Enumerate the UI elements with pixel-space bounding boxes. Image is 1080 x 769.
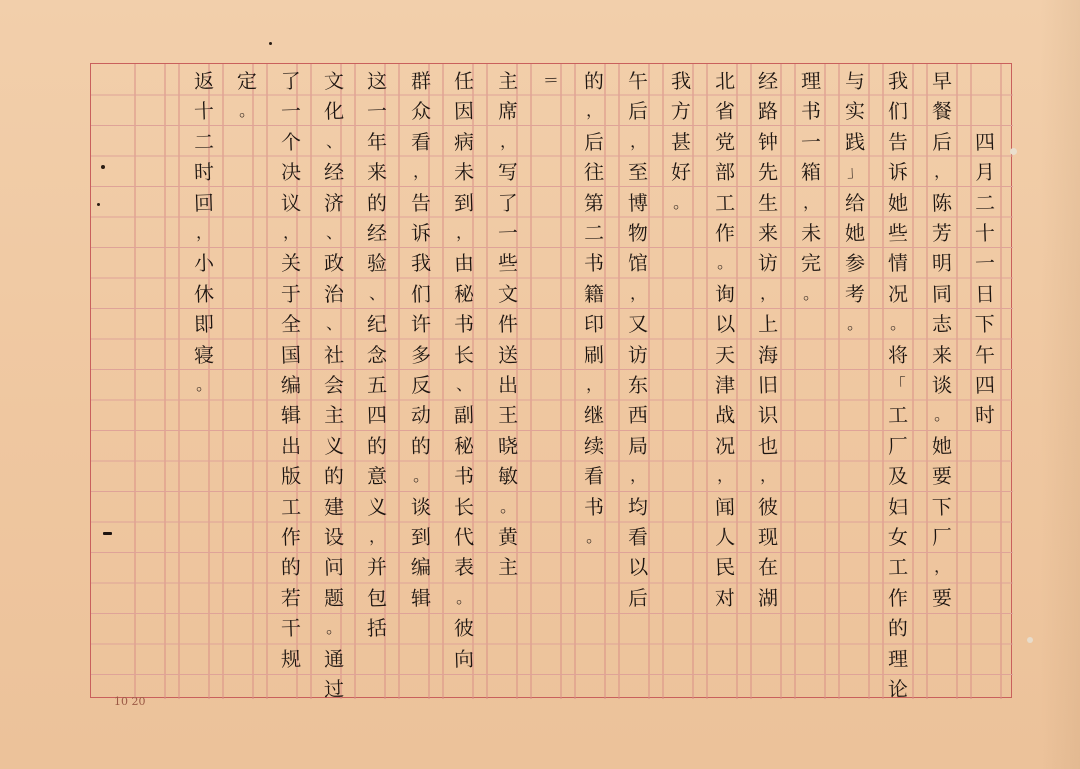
- handwritten-char: 早: [931, 68, 953, 94]
- handwritten-char: 个: [280, 129, 302, 155]
- handwritten-char: 晓: [497, 433, 519, 459]
- handwritten-char: ＝: [542, 70, 560, 91]
- handwritten-char: 访: [627, 342, 649, 367]
- handwritten-char: 。: [499, 496, 516, 516]
- handwritten-char: 二: [974, 190, 996, 215]
- handwritten-char: 诉: [887, 159, 909, 185]
- handwritten-char: 一: [497, 220, 519, 246]
- handwritten-char: 谈: [931, 372, 953, 398]
- handwritten-char: 理: [887, 646, 909, 671]
- handwritten-char: 局: [627, 433, 649, 459]
- handwritten-char: 辑: [410, 585, 432, 611]
- handwritten-char: ，: [629, 283, 647, 304]
- handwritten-char: 海: [757, 342, 779, 367]
- handwritten-char: 回: [193, 190, 215, 215]
- manuscript-column: [449, 66, 479, 696]
- handwritten-char: 餐: [931, 99, 953, 124]
- handwritten-char: 全: [280, 311, 302, 337]
- handwritten-char: 、: [325, 313, 343, 334]
- handwritten-char: 。: [195, 374, 213, 395]
- handwritten-char: 完: [800, 251, 822, 276]
- handwritten-char: ，: [369, 526, 386, 547]
- handwritten-char: 西: [627, 403, 649, 428]
- handwritten-char: 况: [887, 281, 909, 307]
- handwritten-char: 以: [627, 555, 649, 580]
- handwritten-char: 经: [757, 68, 779, 94]
- handwritten-char: 许: [410, 311, 432, 337]
- handwritten-char: ，: [455, 222, 473, 243]
- grid-size-label: 10 20: [114, 695, 146, 708]
- handwritten-char: 诉: [410, 220, 432, 246]
- manuscript-column: [406, 66, 436, 696]
- handwritten-char: 下: [974, 311, 996, 337]
- handwritten-char: 妇: [887, 494, 909, 519]
- handwritten-char: ，: [933, 557, 950, 577]
- handwritten-char: 馆: [627, 251, 649, 276]
- manuscript-column: [493, 66, 523, 696]
- handwritten-char: 访: [757, 251, 779, 276]
- handwritten-char: 副: [453, 403, 475, 428]
- handwritten-char: 又: [627, 311, 649, 337]
- handwritten-char: 书: [453, 463, 475, 489]
- handwritten-char: 考: [844, 281, 866, 307]
- handwritten-char: 长: [453, 494, 475, 519]
- handwritten-char: 人: [714, 524, 736, 550]
- handwritten-char: 厂: [887, 433, 909, 459]
- handwritten-char: 来: [931, 342, 953, 367]
- handwritten-char: 群: [410, 68, 432, 94]
- handwritten-char: 了: [280, 68, 302, 94]
- handwritten-char: 、: [325, 131, 343, 152]
- handwritten-char: 并: [366, 555, 388, 580]
- handwritten-char: 返: [193, 68, 215, 94]
- handwritten-char: ，: [499, 131, 516, 152]
- manuscript-column: [276, 66, 306, 696]
- handwritten-char: 十: [974, 220, 996, 246]
- handwritten-char: 。: [238, 101, 256, 121]
- handwritten-char: 出: [280, 433, 302, 459]
- handwritten-char: 路: [757, 99, 779, 124]
- ink-spot: [101, 165, 105, 169]
- handwritten-char: 月: [974, 159, 996, 185]
- handwritten-char: 四: [974, 129, 996, 155]
- handwritten-char: 。: [889, 313, 907, 334]
- handwritten-char: 论: [887, 676, 909, 702]
- handwritten-char: 东: [627, 372, 649, 398]
- handwritten-char: 长: [453, 342, 475, 367]
- handwritten-char: 。: [716, 253, 733, 273]
- handwritten-char: 义: [323, 433, 345, 459]
- handwritten-char: 工: [887, 555, 909, 580]
- handwritten-char: 看: [583, 463, 605, 489]
- handwritten-char: 均: [627, 494, 649, 519]
- handwritten-char: 看: [410, 129, 432, 155]
- handwritten-char: 工: [714, 190, 736, 215]
- handwritten-char: 小: [193, 251, 215, 276]
- manuscript-column: [840, 66, 870, 696]
- handwritten-char: 寝: [193, 342, 215, 367]
- manuscript-column: [927, 66, 957, 696]
- handwritten-char: 辑: [280, 403, 302, 428]
- handwritten-char: 定: [236, 68, 258, 94]
- handwritten-char: 送: [497, 342, 519, 367]
- handwritten-char: 、: [455, 374, 473, 395]
- handwritten-char: 一: [974, 251, 996, 276]
- handwritten-char: 识: [757, 403, 779, 428]
- handwritten-char: 告: [887, 129, 909, 155]
- handwritten-char: 天: [714, 342, 736, 367]
- handwritten-char: 及: [887, 463, 909, 489]
- handwritten-char: 作: [280, 524, 302, 550]
- handwritten-char: ，: [629, 131, 647, 152]
- handwritten-char: 后: [931, 129, 953, 155]
- handwritten-char: 继: [583, 403, 605, 428]
- handwritten-char: 与: [844, 68, 866, 94]
- handwritten-char: 书: [800, 99, 822, 124]
- handwritten-char: 版: [280, 463, 302, 489]
- handwritten-char: 芳: [931, 220, 953, 246]
- handwritten-char: 国: [280, 342, 302, 367]
- handwritten-char: 津: [714, 372, 736, 398]
- manuscript-column: [666, 66, 696, 696]
- handwritten-char: 决: [280, 159, 302, 185]
- handwritten-char: 印: [583, 311, 605, 337]
- handwritten-char: 主: [497, 68, 519, 94]
- handwritten-char: 文: [323, 68, 345, 94]
- handwritten-char: 的: [366, 190, 388, 215]
- handwritten-char: 纪: [366, 311, 388, 337]
- handwritten-char: 要: [931, 463, 953, 489]
- handwritten-char: 一: [280, 99, 302, 124]
- handwritten-char: 第: [583, 190, 605, 215]
- handwritten-char: 关: [280, 251, 302, 276]
- handwritten-char: 作: [714, 220, 736, 246]
- handwritten-char: 党: [714, 129, 736, 155]
- handwritten-char: 济: [323, 190, 345, 215]
- handwritten-char: 时: [974, 403, 996, 428]
- handwritten-char: 休: [193, 281, 215, 307]
- handwritten-char: 我: [887, 68, 909, 94]
- handwritten-char: 湖: [757, 585, 779, 611]
- handwritten-char: ，: [803, 192, 820, 212]
- handwritten-char: 实: [844, 99, 866, 124]
- handwritten-char: 志: [931, 311, 953, 337]
- handwritten-char: 表: [453, 555, 475, 580]
- handwritten-char: 干: [280, 615, 302, 641]
- handwritten-char: 时: [193, 159, 215, 185]
- handwritten-char: 通: [323, 646, 345, 671]
- handwritten-char: 下: [931, 494, 953, 519]
- handwritten-char: 。: [803, 283, 820, 304]
- ink-spot: [269, 42, 272, 45]
- handwritten-char: 问: [323, 555, 345, 580]
- ink-spot: [1010, 148, 1017, 155]
- manuscript-column: [710, 66, 740, 696]
- handwritten-char: 刷: [583, 342, 605, 367]
- handwritten-char: 敏: [497, 463, 519, 489]
- handwritten-char: 王: [497, 403, 519, 428]
- handwritten-char: 民: [714, 555, 736, 580]
- handwritten-char: 包: [366, 585, 388, 611]
- handwritten-char: 作: [887, 585, 909, 611]
- handwritten-char: 厂: [931, 524, 953, 550]
- handwritten-char: 题: [323, 585, 345, 611]
- handwritten-char: 来: [757, 220, 779, 246]
- handwritten-char: 北: [714, 68, 736, 94]
- handwritten-char: 。: [412, 465, 430, 486]
- handwritten-char: 主: [497, 555, 519, 580]
- handwritten-char: 义: [366, 494, 388, 519]
- handwritten-char: 省: [714, 99, 736, 124]
- handwritten-char: 秘: [453, 433, 475, 459]
- handwritten-char: 未: [800, 220, 822, 246]
- handwritten-char: 众: [410, 99, 432, 124]
- handwritten-char: 谈: [410, 494, 432, 519]
- handwritten-char: 的: [366, 433, 388, 459]
- handwritten-char: 文: [497, 281, 519, 307]
- handwritten-char: 箱: [800, 159, 822, 185]
- manuscript-column: [883, 66, 913, 702]
- handwritten-char: 也: [757, 433, 779, 459]
- handwritten-char: 过: [323, 676, 345, 702]
- handwritten-char: 些: [497, 251, 519, 276]
- manuscript-column: [232, 66, 262, 696]
- handwritten-char: 书: [583, 494, 605, 519]
- handwritten-char: ，: [759, 465, 777, 486]
- handwritten-char: 到: [410, 524, 432, 550]
- handwritten-char: 十: [193, 99, 215, 124]
- handwritten-char: 询: [714, 281, 736, 307]
- ink-mark: [103, 532, 112, 535]
- handwritten-char: 议: [280, 190, 302, 215]
- handwritten-char: 经: [323, 159, 345, 185]
- handwritten-char: 这: [366, 68, 388, 94]
- handwritten-char: 到: [453, 190, 475, 215]
- handwritten-char: 由: [453, 251, 475, 276]
- manuscript-column: [796, 66, 826, 696]
- handwritten-char: 的: [583, 68, 605, 94]
- handwritten-char: 续: [583, 433, 605, 459]
- handwritten-char: 「: [889, 374, 907, 395]
- handwritten-char: 物: [627, 220, 649, 246]
- handwritten-char: 她: [887, 190, 909, 215]
- handwritten-char: 彼: [757, 494, 779, 519]
- handwritten-char: ，: [716, 465, 733, 486]
- handwritten-char: 写: [497, 159, 519, 185]
- handwritten-char: 陈: [931, 190, 953, 215]
- handwritten-char: 上: [757, 311, 779, 337]
- handwritten-char: 的: [410, 433, 432, 459]
- handwritten-char: 我: [670, 68, 692, 94]
- handwritten-char: 出: [497, 372, 519, 398]
- handwritten-char: 旧: [757, 372, 779, 398]
- handwritten-char: 了: [497, 190, 519, 215]
- handwritten-char: 午: [627, 68, 649, 94]
- handwritten-char: 件: [497, 311, 519, 337]
- handwritten-char: 规: [280, 646, 302, 671]
- manuscript-column: [189, 66, 219, 696]
- handwritten-char: 对: [714, 585, 736, 611]
- handwritten-char: 编: [280, 372, 302, 398]
- handwritten-char: 方: [670, 99, 692, 124]
- handwritten-char: 动: [410, 403, 432, 428]
- handwritten-char: 后: [583, 129, 605, 155]
- handwritten-char: 明: [931, 251, 953, 276]
- handwritten-char: 工: [280, 494, 302, 519]
- handwritten-char: 。: [325, 617, 343, 638]
- handwritten-char: 、: [369, 283, 386, 304]
- handwritten-char: 设: [323, 524, 345, 550]
- handwritten-char: 。: [933, 405, 950, 425]
- manuscript-column: [319, 66, 349, 702]
- manuscript-column: [753, 66, 783, 696]
- handwritten-char: 同: [931, 281, 953, 307]
- handwritten-char: 二: [583, 220, 605, 246]
- manuscript-column: [970, 66, 1000, 696]
- handwritten-char: 验: [366, 251, 388, 276]
- handwritten-char: 将: [887, 342, 909, 367]
- handwritten-char: 四: [974, 372, 996, 398]
- handwritten-char: 们: [410, 281, 432, 307]
- handwritten-char: 践: [844, 129, 866, 155]
- handwritten-char: 化: [323, 99, 345, 124]
- handwritten-char: ，: [586, 374, 603, 395]
- handwritten-char: ，: [629, 465, 647, 486]
- handwritten-char: 的: [323, 463, 345, 489]
- handwritten-char: 些: [887, 220, 909, 246]
- handwritten-char: 给: [844, 190, 866, 215]
- handwritten-char: 多: [410, 342, 432, 367]
- handwritten-char: 二: [193, 129, 215, 155]
- ink-spot: [1027, 637, 1033, 643]
- handwritten-char: 意: [366, 463, 388, 489]
- handwritten-char: 况: [714, 433, 736, 459]
- handwritten-char: 」: [846, 161, 864, 182]
- handwritten-char: 钟: [757, 129, 779, 155]
- handwritten-char: 午: [974, 342, 996, 367]
- handwritten-char: ，: [586, 101, 603, 121]
- handwritten-char: 治: [323, 281, 345, 307]
- handwritten-char: 我: [410, 251, 432, 276]
- handwritten-char: 一: [366, 99, 388, 124]
- handwritten-char: 书: [583, 251, 605, 276]
- handwritten-char: 编: [410, 555, 432, 580]
- handwritten-char: 彼: [453, 615, 475, 641]
- handwritten-char: 未: [453, 159, 475, 185]
- handwritten-char: 先: [757, 159, 779, 185]
- handwritten-char: 会: [323, 372, 345, 398]
- handwritten-char: 后: [627, 585, 649, 611]
- handwritten-char: 女: [887, 524, 909, 550]
- handwritten-char: 情: [887, 251, 909, 276]
- handwritten-char: 甚: [670, 129, 692, 155]
- handwritten-char: 她: [844, 220, 866, 246]
- handwritten-char: ，: [759, 283, 777, 304]
- handwritten-char: 告: [410, 190, 432, 215]
- handwritten-char: 的: [887, 615, 909, 641]
- handwritten-char: 闻: [714, 494, 736, 519]
- handwritten-char: 后: [627, 99, 649, 124]
- handwritten-char: 主: [323, 403, 345, 428]
- handwritten-char: 。: [672, 192, 690, 212]
- handwritten-char: 以: [714, 311, 736, 337]
- handwritten-char: 博: [627, 190, 649, 215]
- paper-edge-shadow: [1040, 0, 1080, 769]
- handwritten-char: ，: [412, 161, 430, 182]
- handwritten-char: 籍: [583, 281, 605, 307]
- handwritten-char: 。: [846, 313, 864, 334]
- handwritten-char: 一: [800, 129, 822, 155]
- handwritten-char: 战: [714, 403, 736, 428]
- handwritten-char: 括: [366, 615, 388, 641]
- handwritten-char: 五: [366, 372, 388, 398]
- handwritten-char: 政: [323, 251, 345, 276]
- handwritten-char: 书: [453, 311, 475, 337]
- manuscript-column: [623, 66, 653, 696]
- handwritten-char: 工: [887, 403, 909, 428]
- handwritten-char: 生: [757, 190, 779, 215]
- handwritten-char: 在: [757, 555, 779, 580]
- handwritten-char: 黄: [497, 524, 519, 550]
- handwritten-char: 的: [280, 555, 302, 580]
- ink-spot: [97, 203, 100, 206]
- handwritten-char: 部: [714, 159, 736, 185]
- handwritten-char: 日: [974, 281, 996, 307]
- handwritten-char: 理: [800, 68, 822, 94]
- handwritten-char: 因: [453, 99, 475, 124]
- handwritten-char: 即: [193, 311, 215, 337]
- handwritten-char: 。: [586, 526, 603, 547]
- handwritten-char: 社: [323, 342, 345, 367]
- handwritten-char: 向: [453, 646, 475, 671]
- handwritten-char: 念: [366, 342, 388, 367]
- handwritten-char: 好: [670, 159, 692, 185]
- handwritten-char: 、: [325, 222, 343, 243]
- handwritten-char: 年: [366, 129, 388, 155]
- handwritten-char: 要: [931, 585, 953, 611]
- manuscript-column: [362, 66, 392, 696]
- handwritten-char: 四: [366, 403, 388, 428]
- handwritten-char: ，: [195, 222, 213, 243]
- handwritten-char: 现: [757, 524, 779, 550]
- handwritten-char: 建: [323, 494, 345, 519]
- handwritten-char: 。: [455, 587, 473, 608]
- handwritten-char: 若: [280, 585, 302, 611]
- handwritten-char: 往: [583, 159, 605, 185]
- handwritten-char: 任: [453, 68, 475, 94]
- handwritten-char: 来: [366, 159, 388, 185]
- handwritten-char: 代: [453, 524, 475, 550]
- handwritten-char: 经: [366, 220, 388, 246]
- handwritten-char: 秘: [453, 281, 475, 307]
- handwritten-char: 看: [627, 524, 649, 550]
- manuscript-column: [579, 66, 609, 696]
- handwritten-char: 们: [887, 99, 909, 124]
- handwritten-char: 病: [453, 129, 475, 155]
- handwritten-char: 参: [844, 251, 866, 276]
- handwritten-char: 于: [280, 281, 302, 307]
- handwritten-char: 她: [931, 433, 953, 459]
- handwritten-char: ，: [282, 222, 299, 243]
- handwritten-char: 席: [497, 99, 519, 124]
- handwritten-char: 反: [410, 372, 432, 398]
- manuscript-column: [536, 66, 566, 696]
- handwritten-char: 至: [627, 159, 649, 185]
- handwritten-char: ，: [933, 161, 950, 182]
